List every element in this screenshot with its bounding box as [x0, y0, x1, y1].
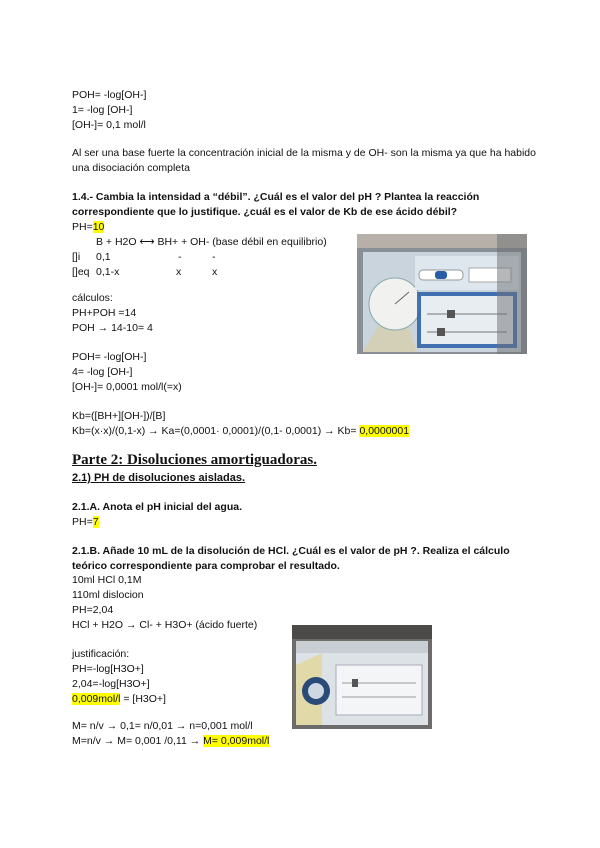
poh-line-3: [OH-]= 0,0001 mol/l(=x)	[72, 381, 182, 393]
intro-line-2: 1= -log [OH-]	[72, 104, 133, 116]
simulation-photo-2-icon	[292, 625, 432, 729]
poh-line-1: POH= -log[OH-]	[72, 351, 147, 363]
kb-calculation	[72, 424, 409, 438]
molarity-line-1: M= n/v → 0,1= n/0,01 → n=0,001 mol/l	[72, 720, 253, 732]
calc-line-1: cálculos:	[72, 292, 113, 304]
ph-value-highlight: 10	[92, 221, 105, 233]
just-line-2: PH=-log[H3O+]	[72, 663, 144, 675]
kb-value-highlight: 0,0000001	[359, 425, 410, 437]
calc-line-3: POH → 14-10= 4	[72, 322, 153, 334]
question-2-1-b: 2.1.B. Añade 10 mL de la disolución de HCl. ¿Cuál es el valor de pH ?. Realiza el cálculo teórico correspondiente para comprobar el resultado.	[72, 545, 510, 572]
reaction-equation: B + H2O ⟷ BH+ + OH- (base débil en equilibrio)	[96, 236, 327, 248]
simulation-photo-1-icon	[357, 234, 527, 354]
concentration-suffix: = [H3O+]	[120, 693, 166, 705]
kb-formula: Kb=([BH+][OH-])/[B]	[72, 410, 166, 422]
b-line-3: PH=2,04	[72, 604, 114, 616]
kb-calc-text: Kb=(x·x)/(0,1-x) → Ka=(0,0001· 0,0001)/(0,1- 0,0001) → Kb=	[72, 425, 360, 437]
molarity-highlight: M= 0,009mol/l	[203, 735, 270, 747]
ph-label: PH=	[72, 221, 93, 233]
question-2-1-a: 2.1.A. Anota el pH inicial del agua.	[72, 501, 242, 513]
calc-line-2: PH+POH =14	[72, 307, 137, 319]
concentration-line	[72, 692, 166, 706]
part2-heading: Parte 2: Disoluciones amortiguadoras.	[72, 452, 317, 468]
ice-initial-label: []i	[72, 251, 81, 263]
b-line-2: 110ml dislocion	[72, 589, 144, 601]
ph-result-1-4	[72, 220, 104, 234]
ice-initial-bh: -	[178, 251, 182, 263]
ph-water-result	[72, 515, 99, 529]
simulation-photo-2	[292, 625, 432, 729]
b-line-4: HCl + H2O → Cl- + H3O+ (ácido fuerte)	[72, 619, 258, 631]
poh-line-2: 4= -log [OH-]	[72, 366, 133, 378]
ice-initial-b: 0,1	[96, 251, 111, 263]
just-line-3: 2,04=-log[H3O+]	[72, 678, 150, 690]
question-1-4: 1.4.- Cambia la intensidad a “débil”. ¿Cuál es el valor del pH ? Plantea la reacción correspondiente que lo justifique. ¿cuál es el valor de Kb de ese ácido débil?	[72, 191, 480, 218]
ice-eq-b: 0,1-x	[96, 266, 120, 278]
molarity-line-2	[72, 734, 269, 748]
concentration-highlight: 0,009mol/l	[72, 693, 121, 705]
ph-water-label: PH=	[72, 516, 93, 528]
simulation-photo-1	[357, 234, 527, 354]
ice-eq-bh: x	[176, 266, 182, 278]
just-line-1: justificación:	[72, 648, 130, 660]
ice-eq-label: []eq	[72, 266, 90, 278]
ph-water-highlight: 7	[92, 516, 99, 528]
b-line-1: 10ml HCl 0,1M	[72, 574, 142, 586]
explanation-paragraph: Al ser una base fuerte la concentración inicial de la misma y de OH- son la misma ya que ha habido una disociación completa	[72, 147, 536, 174]
ice-initial-oh: -	[212, 251, 216, 263]
intro-line-1: POH= -log[OH-]	[72, 89, 147, 101]
intro-line-3: [OH-]= 0,1 mol/l	[72, 119, 146, 131]
molarity-text: M=n/v → M= 0,001 /0,11 →	[72, 735, 204, 747]
part2-subheading: 2.1) PH de disoluciones aisladas.	[72, 472, 246, 484]
ice-eq-oh: x	[212, 266, 218, 278]
